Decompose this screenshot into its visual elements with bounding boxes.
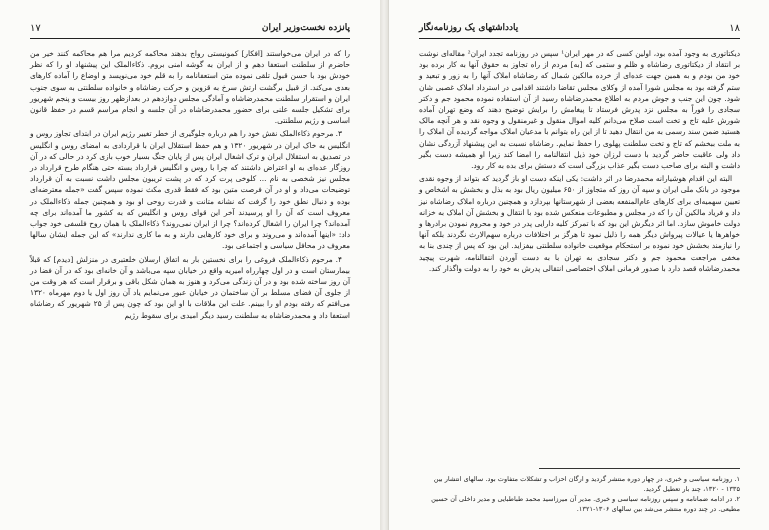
footnote-rule <box>539 468 740 469</box>
left-paragraph-1: را که در ایران می‌خواستند [افکار] کمونیستی رواج بدهند محاکمه کردیم مرا هم محاکمه کنند خیر من حاضرم از سلطنت استعفا دهم و از ایران به گوشه امنی بروم. ذکاءالملک این پیشنهاد او را که نظر خودش بود با حسن قبول تلقی نموده متن استعفانامه را به قلم خود می‌نویسد و اوضاع را آماده کارهای بعدی می‌کند. از قبیل برگشت ارتش سرخ به قزوین و حرکت رضاشاه و خانواده سلطنتی به سوی جنوب ایران و استقرار سلطنت محمدرضاشاه و آمادگی مجلس دوازدهم در بعدازظهر روز بیست و پنجم شهریور برای تشکیل جلسه علنی برای حضور محمدرضاشاه در آن جلسه و انجام مراسم قسم در حفظ قانون اساسی و رژیم سلطنتی. <box>30 49 350 126</box>
right-paragraph-2: البته این اقدام هوشیارانه محمدرضا در اثر داشت: یکی اینکه دست او باز گردید که بتواند از وجوه نقدی موجود در بانک ملی ایران و سپه آن روز که متجاوز از ۶۵۰ میلیون ریال بود به بذل و بخشش به اشخاص و تعیین سهمیه‌ای برای کارهای عام‌المنفعه بعضی از شهرستانها بپردازد و همچنین درباره املاک رضاشاه نیز داد و فریاد مالکین آن را که در مجلس و مطبوعات منعکس شده بود با انتقال و بخشش آن املاک به خزانه دولت خاموش سازد. اما اثر دیگرش این بود که با تمرکز کلیه دارایی پدر در خود و محروم نمودن برادرها و خواهرها یا عیالات پیرواش دیگر همه را ذلیل نمود تا هرگز بر اختلافات درباره سهم‌الارث نگردند بلکه آنها را نیازمند بخشش خود نموده بر استحکام موقعیت خانواده سلطنتی بیفزاید. این بود که پس از چندی بنا به مخفی مراجعت محمود جم و دکتر سجادی به تهران با به دست آوردن انتقالنامه، شهرت پیچید محمدرضاشاه قصد دارد با صدور فرمانی املاک اختصاصی انتقالی پدرش به خود را به دولت واگذار کند. <box>419 174 740 273</box>
left-page-number: ۱۷ <box>30 23 41 34</box>
right-running-title: یادداشتهای یک روزنامه‌نگار <box>419 23 519 33</box>
book-gutter <box>380 0 388 530</box>
left-paragraph-3: ۴. مرحوم ذکاءالملک فروغی را برای نخستین بار به اتفاق ارسلان خلعتبری در منزلش [دیدم] که قبلاً بیمارستان است و در اول چهارراه امیریه واقع در خیابان سپه می‌باشد و آن خانه‌ای بود که در آن فضا در آن روز ساخته شده بود و در آن زندگی می‌کرد و هنوز به همان شکل باقی و برقرار است که هر وقت من از جلوی آن فضای مسلط بر آن ساختمان در خیابان عبور می‌نمایم یاد آن روز اول یا دوم مهرماه ۱۳۲۰ می‌افتم که رفته بودم او را ببینم. علت این ملاقات با او این بود که چون پس از ۲۵ شهریور که رضاشاه استعفا داد و محمدرضاشاه به سلطنت رسید دیگر امیدی برای سقوط رژیم <box>30 254 350 320</box>
left-page-header <box>30 22 350 39</box>
footnotes <box>419 474 740 514</box>
right-page <box>388 0 769 530</box>
right-page-header <box>419 22 740 39</box>
left-page <box>0 0 381 530</box>
left-page-body <box>30 48 350 323</box>
left-running-title: پانزده نخست‌وزیر ایران <box>261 23 350 33</box>
right-page-number: ۱۸ <box>729 23 740 34</box>
right-paragraph-1: دیکتاتوری به وجود آمده بود، اولین کسی که در مهر ایران¹ سپس در روزنامه تجدد ایران² مقاله‌ای نوشت بر انتقاد از دیکتاتوری رضاشاه و ظلم و ستمی که [به] مردم از راه تجاوز به حقوق آنها به کار برده بود خود من بودم و به همین جهت عده‌ای از خرده مالکین شمال که رضاشاه املاک آنها را به زور و تبعید و ستم گرفته بود به مجلس شورا آمده از وکلای مجلس تقاضا داشتند اقدامی در استرداد املاک غصبی شان شود. چون این جنب و جوش مردم به اطلاع محمدرضاشاه رسید از آن استفاده نموده محمود جم و دکتر سجادی را فوراً به مجلس نزد پدرش فرستاد تا پیغامش را برایش توضیح دهند که وضع تهران آماده شورش علیه تاج و تخت است صلاح می‌دانم کلیه اموال منقول و غیرمنقول و وجوه نقد و هر آنچه مالک هستید ضمن سند رسمی به من انتقال دهید تا از این راه بتوانم با مدعیان املاک مواجه گردیده آن املاک را به ملت ببخشم که تاج و تخت سلطنت پهلوی را حفظ نمایم. رضاشاه نسبت به این پیشنهاد آزردگی نشان داد ولی عاقبت حاضر گردید با دست لرزان خود ذیل انتقالنامه را امضا کند زیرا او همیشه دست بگیر داشت و البته برای صاحب دست بگیر عذاب بزرگی است که دستش برای بده به کار رود. <box>419 49 741 171</box>
left-paragraph-2: ۳. مرحوم ذکاءالملک نقش خود را هم درباره جلوگیری از خطر تغییر رژیم ایران در ابتدای تجاوز روس و انگلیس به خاک ایران در شهریور ۱۳۲۰ و هم حفظ استقلال ایران با قراردادی به امضای روس و انگلیس در تصدیق به استقلال ایران و ترک اشغال ایران پس از پایان جنگ بسیار خوب بازی کرد در حالی که در آن روزگار عده‌ای به او اعتراض داشتند که چرا با روس و انگلیس قرارداد بسته حتی هنگام طرح قرارداد در مجلس نیز شخصی به نام ... کلوخی پرت کرد که در پشت تریبون مجلس داشت نسبت به آن قرارداد توضیحات می‌داد و او در آن فرصت متین بود که فقط قدری مکث نموده سپس گفت «جمله معترضه‌ای بوده و دنبال نطق خود را گرفت که نشانه متانت و قدرت روحی او بود و همچنین جمله ذکاءالملک در معروف است که آن را او پرسیدند آخر این قوای روس و انگلیس که به کشور ما آمده‌اند برای چه آمده‌اند؟ چرا ایران را اشغال کرده‌اند؟ چرا از ایران نمی‌روند؟ ذکاءالملک با همان روح فلسفی خود جواب داد: «اینها آمده‌اند و می‌روند و برای خود کارهایی دارند و به ما کاری ندارند» که این جمله ایشان سالها معروف در محافل سیاسی و اجتماعی بود. <box>30 129 350 251</box>
footnote-1: ۱. روزنامه سیاسی و خبری، در چهار دوره منتشر گردید و ارگان احزاب و تشکلات متفاوت بود. سالهای انتشار بین ۱۳۳۵ - ۱۳۲۰، چند بار تعطیل گردید. <box>433 475 740 493</box>
footnote-2: ۲. در ادامه ضمانامه و سپس روزنامه سیاسی و خبری. مدیر آن میرزاسید محمد طباطبایی و مدیر داخلی آن حسین مطیعی. در چند دوره منتشر می‌شد بین سالهای ۱۳۰۶-۱۳۲۱. <box>431 495 740 513</box>
right-page-body <box>419 48 740 276</box>
